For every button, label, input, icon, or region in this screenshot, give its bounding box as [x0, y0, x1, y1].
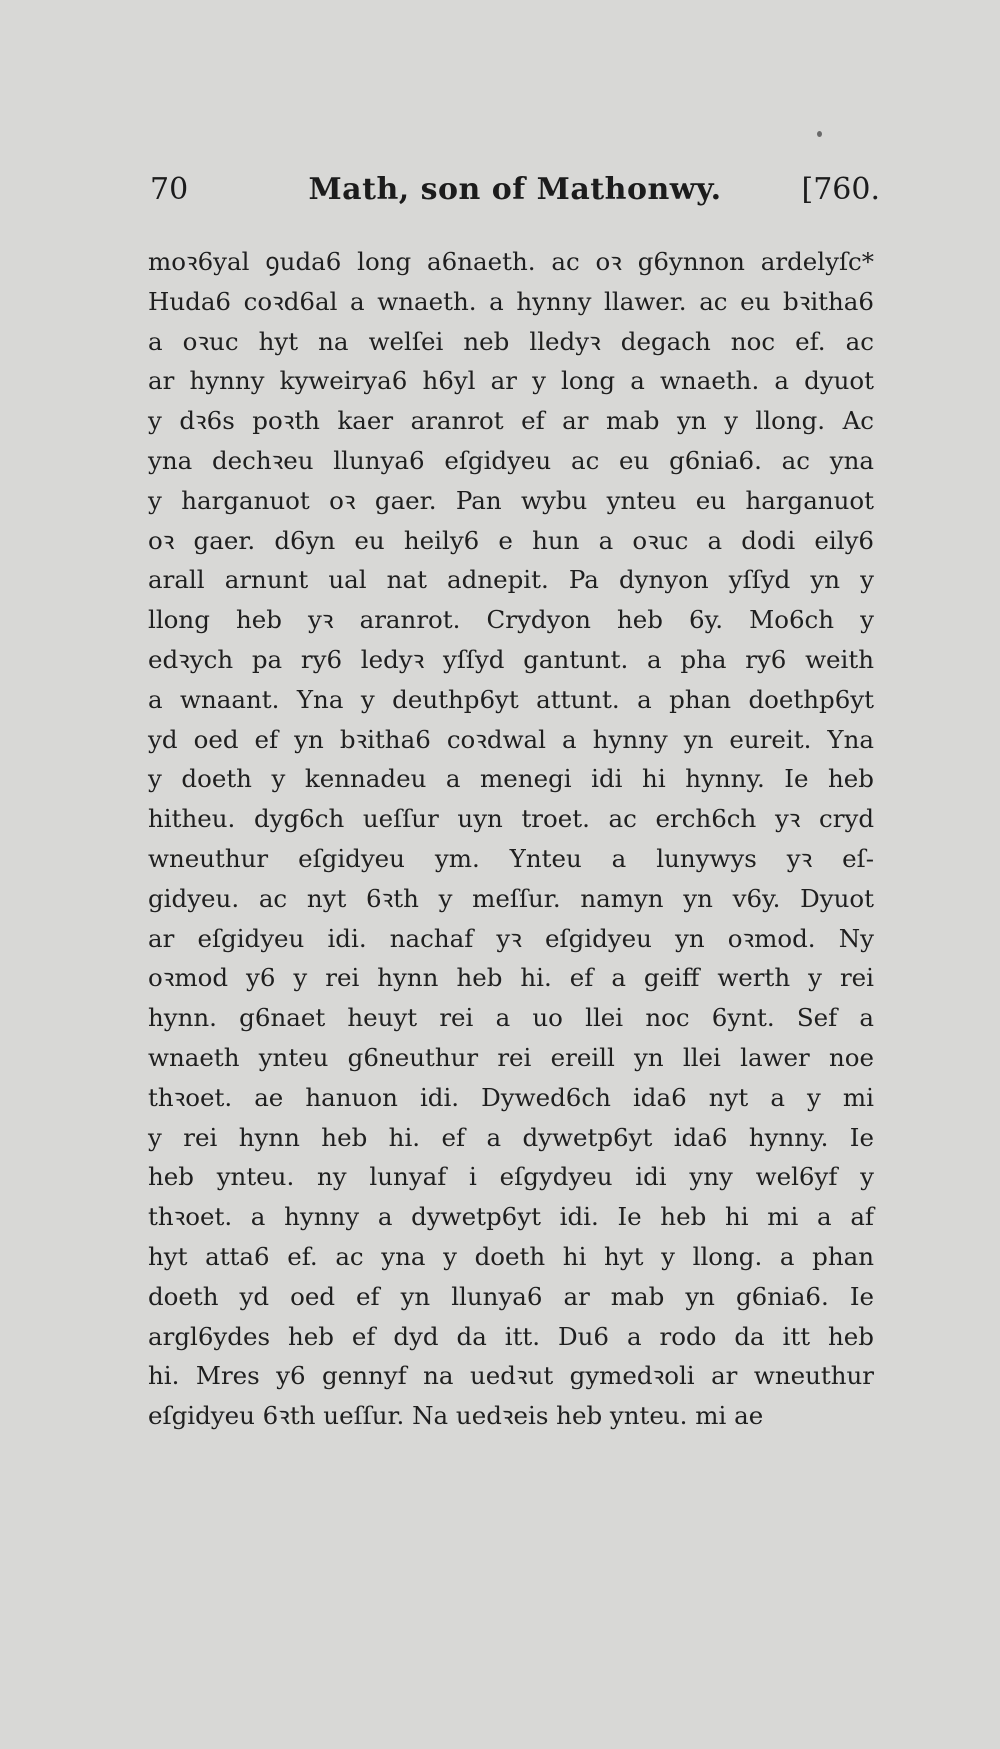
page-number: 70 [150, 172, 189, 207]
ink-speck [817, 131, 822, 137]
text-line: wnaeth ynteu g6neuthur rei ereill yn llei lawer noe [148, 1042, 874, 1072]
text-line: argl6ydes heb ef dyd da itt. Du6 a rodo da itt heb [148, 1321, 874, 1351]
text-line: ar hynny kyweirya6 h6yl ar y long a wnaeth. a dyuot [148, 366, 874, 396]
body-text [148, 242, 874, 1436]
text-line: oꝛmod y6 y rei hynn heb hi. ef a geiff werth y rei [148, 963, 874, 993]
text-line: heb ynteu. ny lunyaf i eſgydyeu idi yny wel6yf y [148, 1162, 874, 1192]
text-line: doeth yd oed ef yn llunya6 ar mab yn g6nia6. Ie [148, 1281, 874, 1311]
text-line: y harganuot oꝛ gaer. Pan wybu ynteu eu harganuot [148, 485, 874, 515]
text-line: yd oed ef yn bꝛitha6 coꝛdwal a hynny yn eureit. Yna [148, 724, 874, 754]
text-line: thꝛoet. a hynny a dywetp6yt idi. Ie heb hi mi a af [148, 1202, 874, 1232]
text-line: a oꝛuc hyt na welſei neb lledyꝛ degach noc ef. ac [148, 326, 874, 356]
text-line: Huda6 coꝛd6al a wnaeth. a hynny llawer. ac eu bꝛitha6 [148, 286, 874, 316]
text-line: eſgidyeu 6ꝛth ueſſur. Na uedꝛeis heb ynteu. mi ae [148, 1401, 764, 1431]
text-line: moꝛ6yal ꝯuda6 long a6naeth. ac oꝛ g6ynnon ardelyſc* [148, 247, 874, 276]
text-line: thꝛoet. ae hanuon idi. Dywed6ch ida6 nyt a y mi [148, 1082, 874, 1112]
running-title: Math, son of Mathonwy. [308, 172, 722, 207]
text-line: y doeth y kennadeu a menegi idi hi hynny. Ie heb [148, 764, 874, 794]
text-line: hynn. g6naet heuyt rei a uo llei noc 6ynt. Sef a [148, 1003, 874, 1033]
text-line: hitheu. dyg6ch ueſſur uyn troet. ac erch6ch yꝛ cryd [148, 804, 874, 834]
text-line: hyt atta6 ef. ac yna y doeth hi hyt y llong. a phan [148, 1241, 874, 1271]
running-head [150, 168, 880, 212]
text-line: oꝛ gaer. d6yn eu heily6 e hun a oꝛuc a dodi eily6 [148, 525, 874, 555]
text-line: wneuthur eſgidyeu ym. Ynteu a lunywys yꝛ eſ- [148, 843, 874, 873]
text-line: arall arnunt ual nat adnepit. Pa dynyon yſſyd yn y [148, 565, 874, 595]
text-line: ar eſgidyeu idi. nachaf yꝛ eſgidyeu yn oꝛmod. Ny [148, 923, 874, 953]
text-line: a wnaant. Yna y deuthp6yt attunt. a phan doethp6yt [148, 684, 874, 714]
text-line: gidyeu. ac nyt 6ꝛth y meſſur. namyn yn v6y. Dyuot [148, 883, 874, 913]
text-line: y dꝛ6s poꝛth kaer aranrot ef ar mab yn y llong. Ac [148, 406, 874, 436]
text-line: y rei hynn heb hi. ef a dywetp6yt ida6 hynny. Ie [148, 1122, 874, 1152]
text-line: edꝛych pa ry6 ledyꝛ yſſyd gantunt. a pha ry6 weith [148, 644, 874, 674]
text-line: llong heb yꝛ aranrot. Crydyon heb 6y. Mo6ch y [148, 605, 874, 635]
text-line: hi. Mres y6 gennyf na uedꝛut gymedꝛoli ar wneuthur [148, 1361, 874, 1391]
running-year: [760. [801, 172, 880, 207]
text-line: yna dechꝛeu llunya6 eſgidyeu ac eu g6nia6. ac yna [148, 445, 874, 475]
